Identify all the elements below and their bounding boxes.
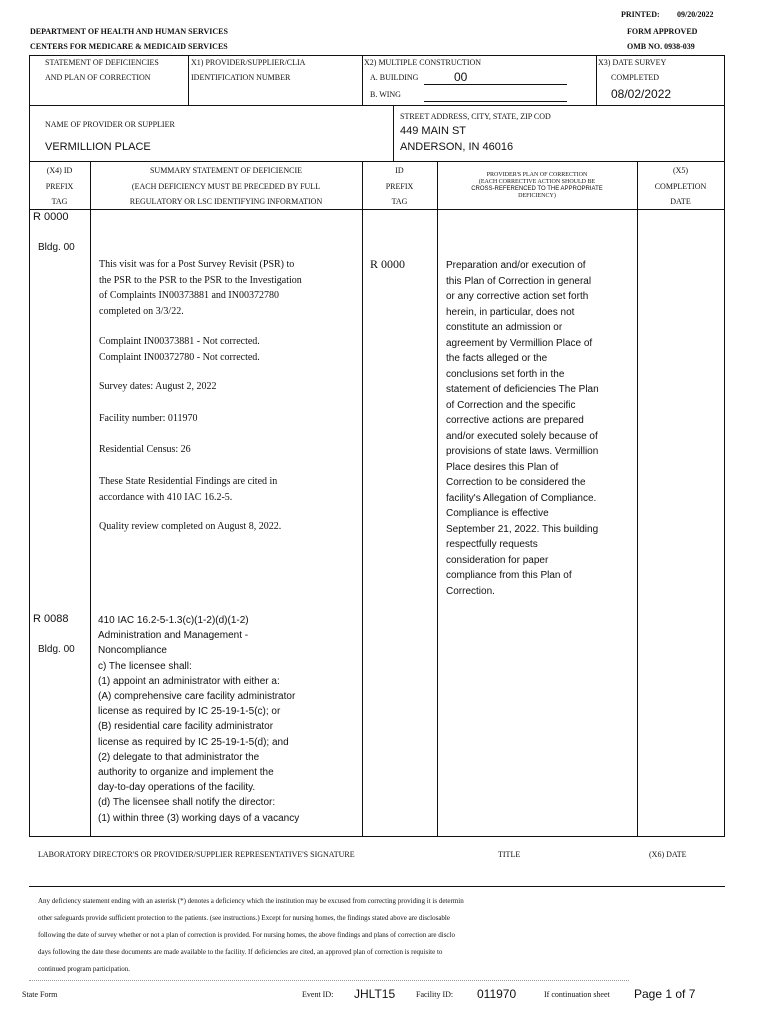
omb-number: OMB NO. 0938-039 <box>627 42 695 51</box>
x5-header-2: COMPLETION <box>654 182 707 191</box>
footer-rule <box>29 980 629 981</box>
disclaimer-line: other safeguards provide sufficient protection to the patients. (see instructions.) Except for nursing homes, the findings stated above are disclosable <box>38 914 450 922</box>
r0000-plan-text: Preparation and/or execution of this Plan of Correction in general or any corrective action set forth herein, in particular, does not constitute an admission or agreement by Vermillion Place of the facts alleged or the conclusions set forth in the statement of deficiencies The Plan of Correction and the specific corrective actions are prepared and/or executed solely because of provisions of state laws. Vermillion Place desires this Plan of Correction to be considered the facility's Allegation of Compliance. Compliance is effective September 21, 2022. This building respectfully requests consideration for paper compliance from this Plan of Correction. <box>446 260 599 597</box>
r0000-census: Residential Census: 26 <box>99 444 191 455</box>
plan-header <box>437 172 637 200</box>
facility-id-value: 011970 <box>477 987 517 1001</box>
street-label: STREET ADDRESS, CITY, STATE, ZIP COD <box>400 112 551 121</box>
provider-label: NAME OF PROVIDER OR SUPPLIER <box>45 120 175 129</box>
event-id-value: JHLT15 <box>354 987 396 1001</box>
x1-divider <box>188 55 189 105</box>
wing-label: B. WING <box>370 90 401 99</box>
event-id-label: Event ID: <box>302 990 334 999</box>
summary-header-2: (EACH DEFICIENCY MUST BE PRECEDED BY FULL <box>131 182 321 191</box>
summary-header-1: SUMMARY STATEMENT OF DEFICIENCIE <box>149 166 303 175</box>
city-state-zip: ANDERSON, IN 46016 <box>400 141 514 153</box>
r0000-tag: R 0000 <box>33 211 69 223</box>
columns-bottom-rule <box>29 209 725 210</box>
x4-header-1: (X4) ID <box>46 166 73 175</box>
col-divider-1 <box>90 161 91 836</box>
columns-top-rule <box>29 161 725 162</box>
facility-id-label: Facility ID: <box>416 990 454 999</box>
id-header-1: ID <box>395 166 404 175</box>
plan-header-4: DEFICIENCY) <box>518 193 556 199</box>
col-divider-2 <box>362 161 363 836</box>
x3-divider <box>596 55 597 105</box>
r0000-quality-review: Quality review completed on August 8, 2022. <box>99 521 282 532</box>
printed-date: 09/20/2022 <box>677 10 714 19</box>
x1-label-1: X1) PROVIDER/SUPPLIER/CLIA <box>191 58 306 67</box>
id-header-3: TAG <box>391 197 408 206</box>
r0000-facility-number: Facility number: 011970 <box>99 413 198 424</box>
building-underline <box>424 84 567 85</box>
signature-label: LABORATORY DIRECTOR'S OR PROVIDER/SUPPLIER REPRESENTATIVE'S SIGNATURE <box>38 850 355 859</box>
survey-completed-date: 08/02/2022 <box>611 87 672 101</box>
disclaimer-line: following the date of survey whether or not a plan of correction is provided. For nursing homes, the above findings and plans of correction are disclo <box>38 931 455 939</box>
title-label: TITLE <box>498 850 521 859</box>
centers-name: CENTERS FOR MEDICARE & MEDICAID SERVICES <box>30 42 228 51</box>
r0000-findings: These State Residential Findings are cited in accordance with 410 IAC 16.2-5. <box>99 476 278 503</box>
header-mid-rule <box>29 105 725 106</box>
disclaimer-line: continued program participation. <box>38 965 130 973</box>
form-approved: FORM APPROVED <box>627 27 698 36</box>
r0000-bldg: Bldg. 00 <box>38 242 75 253</box>
body-bottom-rule <box>29 836 725 837</box>
x3-label-1: X3) DATE SURVEY <box>598 58 667 67</box>
page-number: Page 1 of 7 <box>634 987 696 1001</box>
x4-header-2: PREFIX <box>45 182 74 191</box>
printed-label: PRINTED: <box>621 10 660 19</box>
right-border <box>724 55 725 836</box>
x2-label: X2) MULTIPLE CONSTRUCTION <box>364 58 482 67</box>
header-top-rule <box>29 55 725 56</box>
wing-underline <box>424 101 567 102</box>
disclaimer-line: Any deficiency statement ending with an asterisk (*) denotes a deficiency which the institution may be excused from correcting providing it is determin <box>38 897 464 905</box>
building-value: 00 <box>454 70 468 84</box>
state-form-label: State Form <box>22 990 58 999</box>
building-label: A. BUILDING <box>370 73 419 82</box>
x2-divider <box>362 55 363 105</box>
col-divider-3 <box>437 161 438 836</box>
x5-header-3: DATE <box>670 197 691 206</box>
id-header-2: PREFIX <box>385 182 414 191</box>
col-divider-4 <box>637 161 638 836</box>
x3-label-2: COMPLETED <box>611 73 659 82</box>
date-label: (X6) DATE <box>649 850 687 859</box>
disclaimer-line: days following the date these documents are made available to the facility. If deficiencies are cited, an approved plan of correction is requisite to <box>38 948 443 956</box>
r0000-text-1: This visit was for a Post Survey Revisit (PSR) to the PSR to the PSR to the PSR to the Investigation of Complaints IN00373881 and IN00372780 completed on 3/3/22. <box>99 259 302 317</box>
r0000-id-tag: R 0000 <box>370 257 406 271</box>
continuation-label: If continuation sheet <box>544 990 610 999</box>
x5-header-1: (X5) <box>672 166 689 175</box>
street-address: 449 MAIN ST <box>400 125 467 137</box>
x1-label-2: IDENTIFICATION NUMBER <box>191 73 291 82</box>
r0000-text-2: Complaint IN00373881 - Not corrected. Complaint IN00372780 - Not corrected. <box>99 336 260 363</box>
statement-label-1: STATEMENT OF DEFICIENCIES <box>45 58 159 67</box>
summary-header-3: REGULATORY OR LSC IDENTIFYING INFORMATION <box>129 197 323 206</box>
plan-header-3: CROSS-REFERENCED TO THE APPROPRIATE <box>471 186 603 192</box>
plan-header-2: (EACH CORRECTIVE ACTION SHOULD BE <box>478 179 596 185</box>
plan-header-1: PROVIDER'S PLAN OF CORRECTION <box>486 172 588 178</box>
r0088-tag: R 0088 <box>33 613 69 625</box>
department-name: DEPARTMENT OF HEALTH AND HUMAN SERVICES <box>30 27 228 36</box>
statement-label-2: AND PLAN OF CORRECTION <box>45 73 151 82</box>
r0000-survey-dates: Survey dates: August 2, 2022 <box>99 381 217 392</box>
disclaimer <box>38 893 464 978</box>
r0088-text: 410 IAC 16.2-5-1.3(c)(1-2)(d)(1-2) Administration and Management - Noncompliance c) The licensee shall: (1) appoint an administrator with either a: (A) comprehensive care facility administrator license as required by IC 25-19-1-5(c); or (B) residential care facility administrator license as required by IC 25-19-1-5(d); and (2) delegate to that administrator the authority to organize and implement the day-to-day operations of the facility. (d) The licensee shall notify the director: (1) within three (3) working days of a vacancy <box>98 615 300 824</box>
x4-header-3: TAG <box>51 197 68 206</box>
signature-bottom-rule <box>29 886 725 887</box>
r0088-bldg: Bldg. 00 <box>38 644 75 655</box>
address-divider <box>393 105 394 161</box>
provider-name: VERMILLION PLACE <box>45 141 151 153</box>
